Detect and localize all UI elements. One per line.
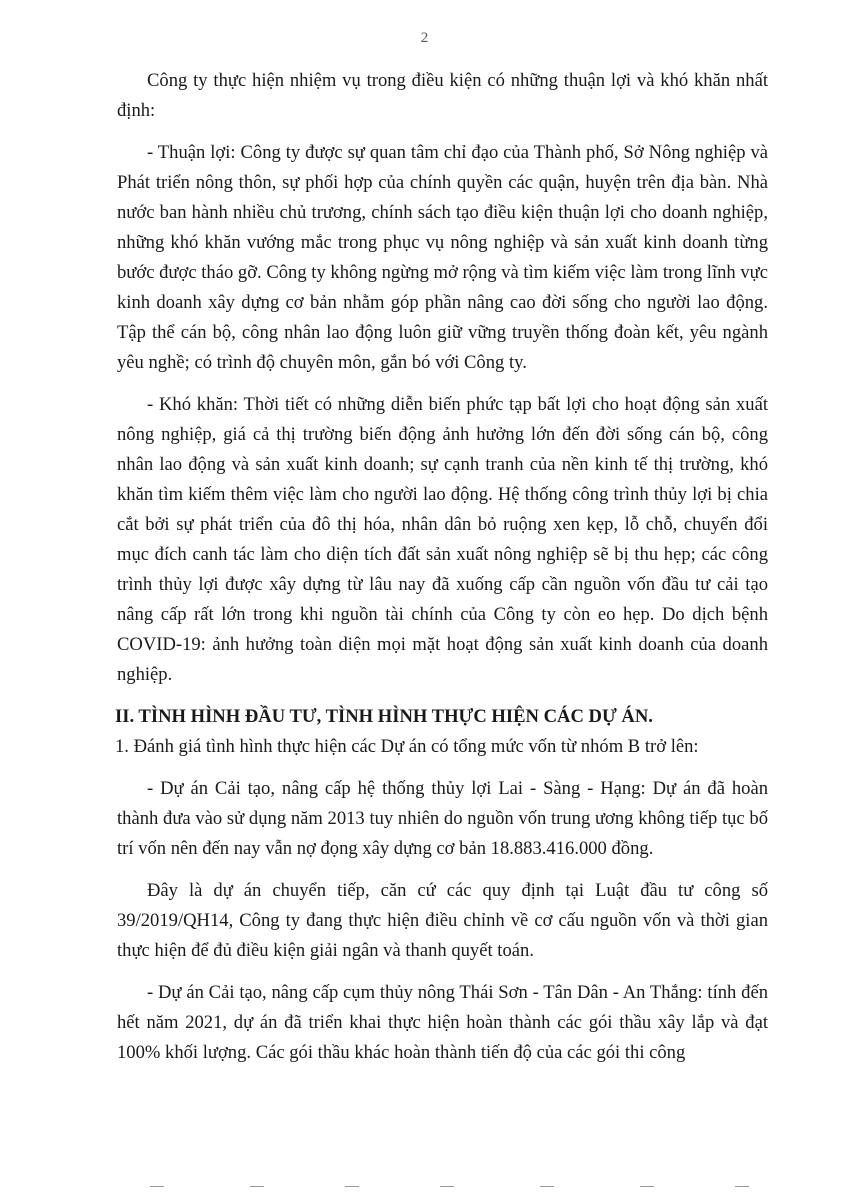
page-number: 2 <box>420 30 429 46</box>
paragraph-difficulties: - Khó khăn: Thời tiết có những diễn biến phức tạp bất lợi cho hoạt động sản xuất nông nghiệp, giá cả thị trường biến động ảnh hưởng lớn đến đời sống cán bộ, công nhân lao động và sản xuất kinh doanh; sự cạnh tranh của nền kinh tế thị trường, khó khăn tìm kiếm thêm việc làm cho người lao động. Hệ thống công trình thủy lợi bị chia cắt bởi sự phát triển của đô thị hóa, nhân dân bỏ ruộng xen kẹp, lỗ chỗ, chuyển đổi mục đích canh tác làm cho diện tích đất sản xuất nông nghiệp sẽ bị thu hẹp; các công trình thủy lợi được xây dựng từ lâu nay đã xuống cấp cần nguồn vốn đầu tư cải tạo nâng cấp rất lớn trong khi nguồn tài chính của Công ty còn eo hẹp. Do dịch bệnh COVID-19: ảnh hưởng toàn diện mọi mặt hoạt động sản xuất kinh doanh của doanh nghiệp. <box>117 394 768 685</box>
paragraph-intro: Công ty thực hiện nhiệm vụ trong điều kiện có những thuận lợi và khó khăn nhất định: <box>117 70 768 121</box>
paragraph-project-thai-son: - Dự án Cải tạo, nâng cấp cụm thủy nông Thái Sơn - Tân Dân - An Thắng: tính đến hết năm 2021, dự án đã triển khai thực hiện hoàn thành các gói thầu xây lắp và đạt 100% khối lượng. Các gói thầu khác hoàn thành tiến độ của các gói thi công <box>117 982 768 1063</box>
paragraph-transitional-project: Đây là dự án chuyển tiếp, căn cứ các quy định tại Luật đầu tư công số 39/2019/QH14, Công ty đang thực hiện điều chỉnh về cơ cấu nguồn vốn và thời gian thực hiện để đủ điều kiện giải ngân và thanh quyết toán. <box>117 880 768 961</box>
section-heading: II. TÌNH HÌNH ĐẦU TƯ, TÌNH HÌNH THỰC HIỆN CÁC DỰ ÁN. <box>115 706 653 727</box>
document-body <box>117 66 768 1080</box>
paragraph-advantages: - Thuận lợi: Công ty được sự quan tâm chỉ đạo của Thành phố, Sở Nông nghiệp và Phát triển nông thôn, sự phối hợp của chính quyền các quận, huyện trên địa bàn. Nhà nước ban hành nhiều chủ trương, chính sách tạo điều kiện thuận lợi cho doanh nghiệp, những khó khăn vướng mắc trong phục vụ nông nghiệp và sản xuất kinh doanh từng bước được tháo gỡ. Công ty không ngừng mở rộng và tìm kiếm việc làm trong lĩnh vực kinh doanh xây dựng cơ bản nhằm góp phần nâng cao đời sống cho người lao động. Tập thể cán bộ, công nhân lao động luôn giữ vững truyền thống đoàn kết, yêu ngành yêu nghề; có trình độ chuyên môn, gắn bó với Công ty. <box>117 142 768 373</box>
paragraph-project-lai-sang-hong: - Dự án Cải tạo, nâng cấp hệ thống thủy lợi Lai - Sàng - Hạng: Dự án đã hoàn thành đưa vào sử dụng năm 2013 tuy nhiên do nguồn vốn trung ương không tiếp tục bố trí vốn nên đến nay vẫn nợ đọng xây dựng cơ bản 18.883.416.000 đồng. <box>117 778 768 859</box>
scan-artifact-line <box>0 1186 849 1192</box>
subsection-heading: 1. Đánh giá tình hình thực hiện các Dự án có tổng mức vốn từ nhóm B trở lên: <box>115 736 699 757</box>
